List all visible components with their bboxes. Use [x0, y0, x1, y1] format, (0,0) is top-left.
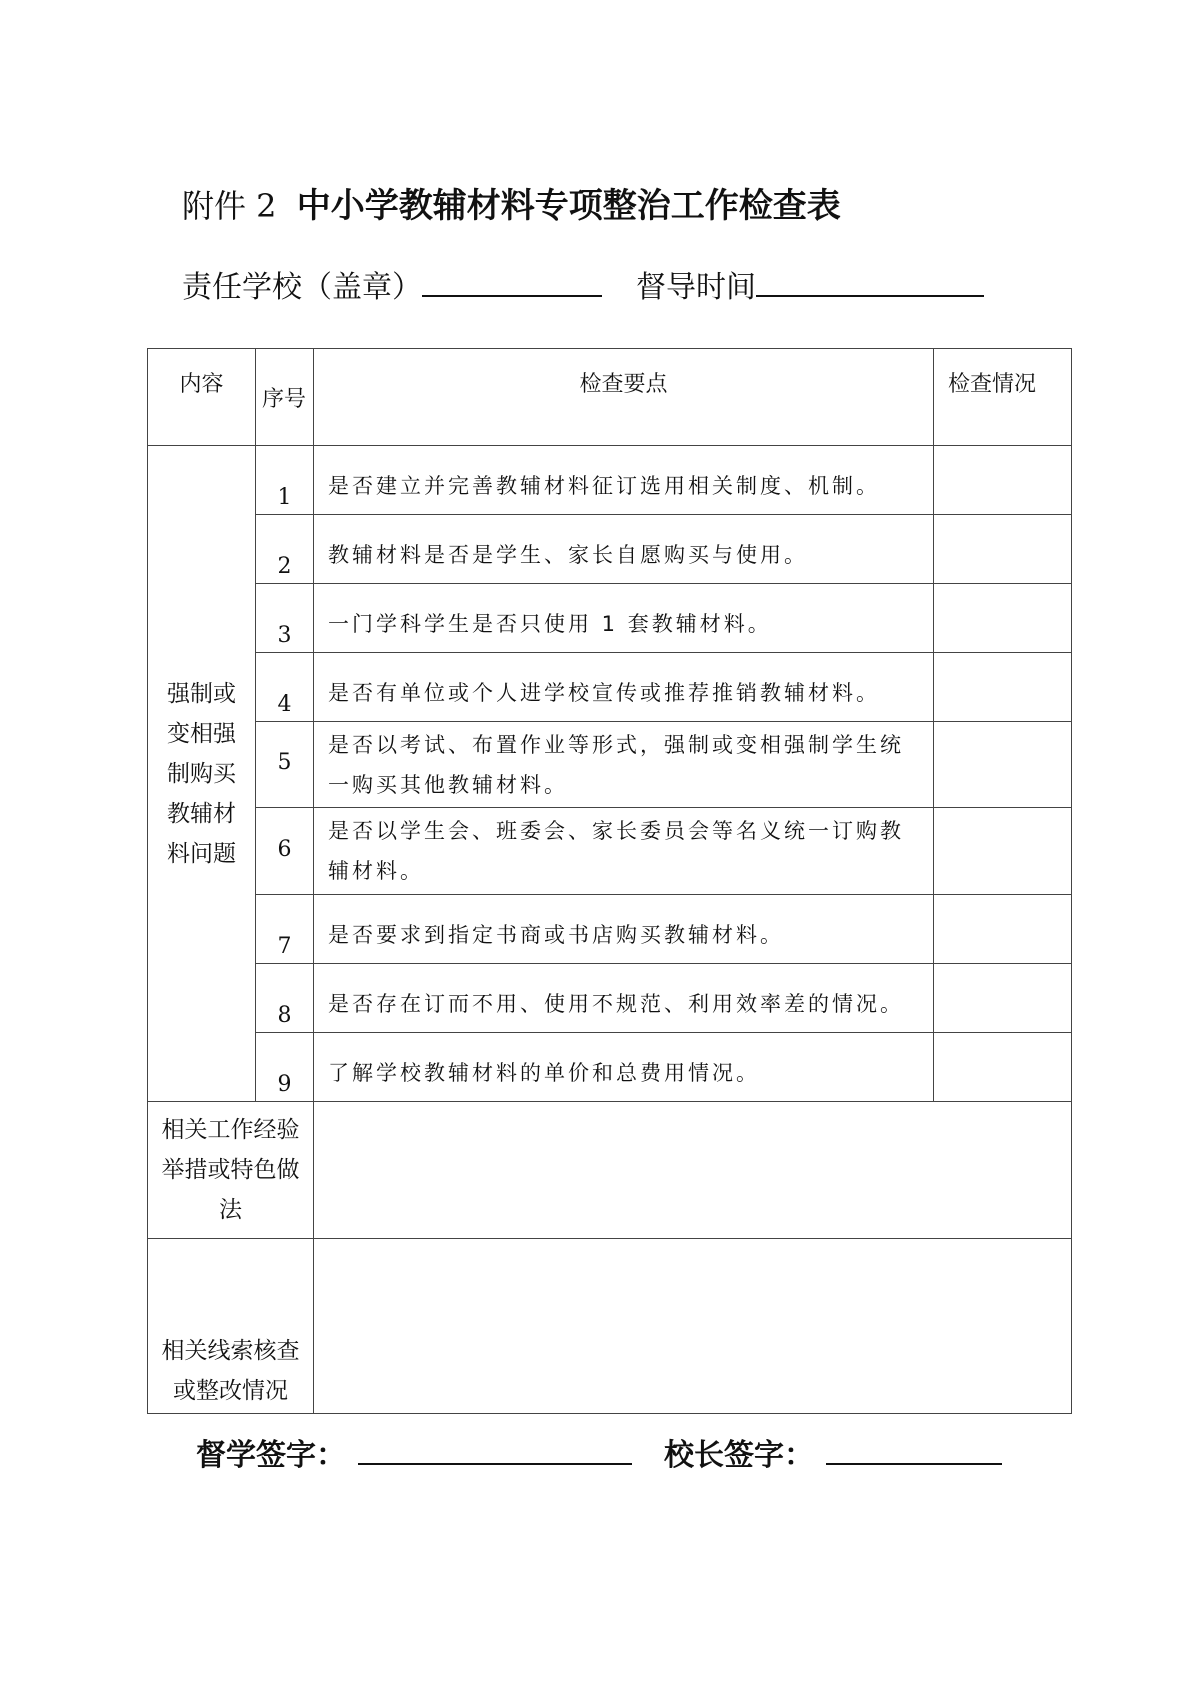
check-point: 教辅材料是否是学生、家长自愿购买与使用。: [314, 515, 934, 584]
check-point: 是否以考试、布置作业等形式，强制或变相强制学生统一购买其他教辅材料。: [314, 722, 934, 808]
item-number: 8: [256, 964, 314, 1033]
check-point: 了解学校教辅材料的单价和总费用情况。: [314, 1033, 934, 1102]
item-number: 2: [256, 515, 314, 584]
item-number: 1: [256, 446, 314, 515]
status-cell[interactable]: [934, 964, 1072, 1033]
category-cell: 强制或变相强制购买教辅材料问题: [148, 446, 256, 1102]
status-cell[interactable]: [934, 584, 1072, 653]
status-cell[interactable]: [934, 446, 1072, 515]
status-cell[interactable]: [934, 895, 1072, 964]
clues-cell[interactable]: [314, 1239, 1072, 1414]
check-point: 是否存在订而不用、使用不规范、利用效率差的情况。: [314, 964, 934, 1033]
principal-label: 校长签字：: [664, 1438, 814, 1473]
header-row: [148, 349, 1072, 446]
supervisor-signature: [196, 1430, 632, 1474]
principal-signature: [664, 1430, 1002, 1474]
table-row: [148, 964, 1072, 1033]
school-blank[interactable]: [422, 265, 602, 297]
time-label: 督导时间: [636, 270, 756, 305]
table-row: [148, 653, 1072, 722]
inspection-table: [147, 348, 1072, 1414]
header-seq: 序号: [256, 349, 314, 446]
check-point: 是否建立并完善教辅材料征订选用相关制度、机制。: [314, 446, 934, 515]
experience-label: 相关工作经验举措或特色做法: [148, 1102, 314, 1239]
principal-signature-line[interactable]: [826, 1433, 1002, 1465]
attachment-label: 附件 2: [182, 187, 277, 225]
item-number: 5: [256, 722, 314, 808]
item-number: 4: [256, 653, 314, 722]
supervisor-signature-line[interactable]: [358, 1433, 632, 1465]
status-cell[interactable]: [934, 808, 1072, 895]
time-blank[interactable]: [756, 265, 984, 297]
status-cell[interactable]: [934, 653, 1072, 722]
item-number: 7: [256, 895, 314, 964]
supervisor-label: 督学签字：: [196, 1438, 346, 1473]
table-row: [148, 722, 1072, 808]
header-points: 检查要点: [314, 349, 934, 446]
header-status: 检查情况: [934, 349, 1072, 446]
check-point: 是否以学生会、班委会、家长委员会等名义统一订购教辅材料。: [314, 808, 934, 895]
experience-cell[interactable]: [314, 1102, 1072, 1239]
table-row: [148, 515, 1072, 584]
item-number: 9: [256, 1033, 314, 1102]
check-point: 是否有单位或个人进学校宣传或推荐推销教辅材料。: [314, 653, 934, 722]
clues-label: 相关线索核查或整改情况: [148, 1239, 314, 1414]
school-time-line: [182, 262, 984, 306]
item-number: 6: [256, 808, 314, 895]
check-point: 一门学科学生是否只使用 1 套教辅材料。: [314, 584, 934, 653]
table-row: [148, 584, 1072, 653]
status-cell[interactable]: [934, 1033, 1072, 1102]
item-number: 3: [256, 584, 314, 653]
table-row: [148, 1033, 1072, 1102]
table-row: [148, 895, 1072, 964]
form-title: 中小学教辅材料专项整治工作检查表: [296, 186, 841, 226]
header-content: 内容: [148, 349, 256, 446]
experience-row: [148, 1102, 1072, 1239]
table-row: [148, 446, 1072, 515]
clues-row: [148, 1239, 1072, 1414]
status-cell[interactable]: [934, 515, 1072, 584]
document-title: [182, 178, 841, 227]
school-label: 责任学校（盖章）: [182, 270, 422, 305]
check-point: 是否要求到指定书商或书店购买教辅材料。: [314, 895, 934, 964]
table-row: [148, 808, 1072, 895]
status-cell[interactable]: [934, 722, 1072, 808]
